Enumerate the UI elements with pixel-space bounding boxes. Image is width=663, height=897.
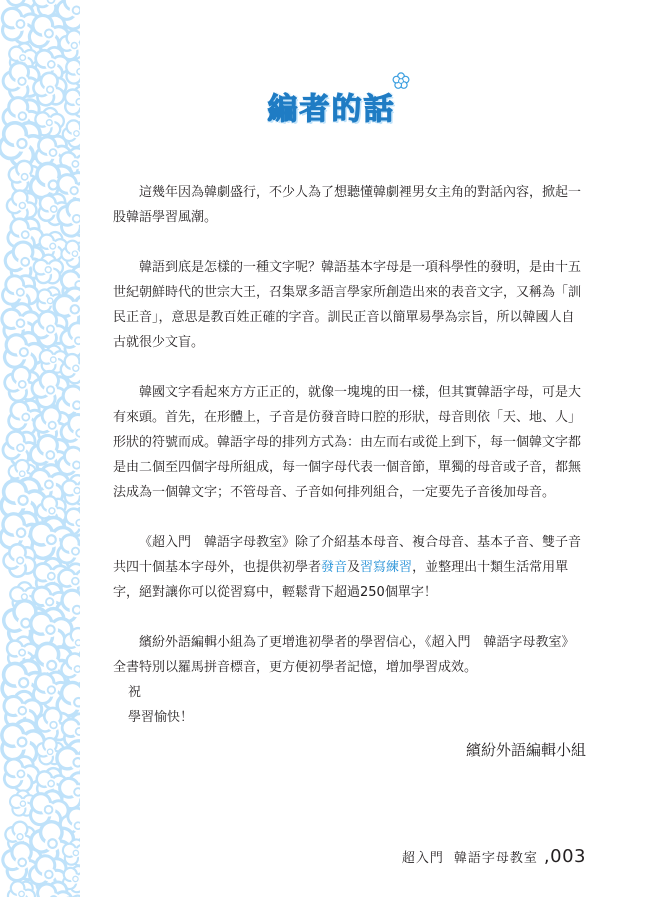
- title-flower-icon: [392, 72, 410, 90]
- signature: 繽紛外語編輯小組: [465, 741, 586, 759]
- closing-line-2: 學習愉快！: [127, 710, 193, 725]
- paragraph-4-part-b: 及: [347, 560, 361, 575]
- page-footer: [402, 846, 586, 867]
- page-number: ,003: [543, 846, 586, 867]
- closing-line-1: 祝: [127, 685, 141, 700]
- page-title-text: 編者的話: [267, 92, 396, 127]
- footer-book-title-a: 超入門: [401, 851, 444, 866]
- flower-pattern: [0, 0, 80, 897]
- paragraph-4: [113, 530, 587, 605]
- footer-book-title-b: 韓語字母教室: [453, 851, 538, 866]
- body-text: [113, 180, 587, 730]
- flower-border-strip: [0, 0, 80, 897]
- highlight-pronunciation: 發音: [321, 560, 348, 575]
- title-area: [0, 84, 663, 128]
- paragraph-5: 繽紛外語編輯小組為了更增進初學者的學習信心，《超入門 韓語字母教室》全書特別以羅馬拼音標音，更方便初學者記憶，增加學習成效。: [113, 635, 575, 675]
- paragraph-2: 韓語到底是怎樣的一種文字呢？韓語基本字母是一項科學性的發明，是由十五世紀朝鮮時代的世宗大王，召集眾多語言學家所創造出來的表音文字，又稱為「訓民正音」，意思是教百姓正確的字音。訓民正音以簡單易學為宗旨，所以韓國人自古就很少文盲。: [113, 260, 582, 350]
- paragraph-4-part-a: 《超入門 韓語字母教室》除了介紹基本母音、複合母音、基本子音、雙子音共四十個基本字母外，也提供初學者: [113, 535, 582, 575]
- page-title: [268, 84, 396, 128]
- paragraph-3: 韓國文字看起來方方正正的，就像一塊塊的田一樣，但其實韓語字母，可是大有來頭。首先，在形體上，子音是仿發音時口腔的形狀，母音則依「天、地、人」形狀的符號而成。韓語字母的排列方式為：由左而右或從上到下，每一個韓文字都是由二個至四個字母所組成，每一個字母代表一個音節，單獨的母音或子音，都無法成為一個韓文字；不管母音、子音如何排列組合，一定要先子音後加母音。: [113, 385, 582, 500]
- paragraph-4-part-c: ，並整理出十類生活常用單字，絕對讓你可以從習寫中，輕鬆背下超過250個單字！: [113, 560, 569, 600]
- highlight-writing-practice: 習寫練習: [360, 560, 413, 575]
- paragraph-1: 這幾年因為韓劇盛行，不少人為了想聽懂韓劇裡男女主角的對話內容，掀起一股韓語學習風潮。: [113, 185, 582, 225]
